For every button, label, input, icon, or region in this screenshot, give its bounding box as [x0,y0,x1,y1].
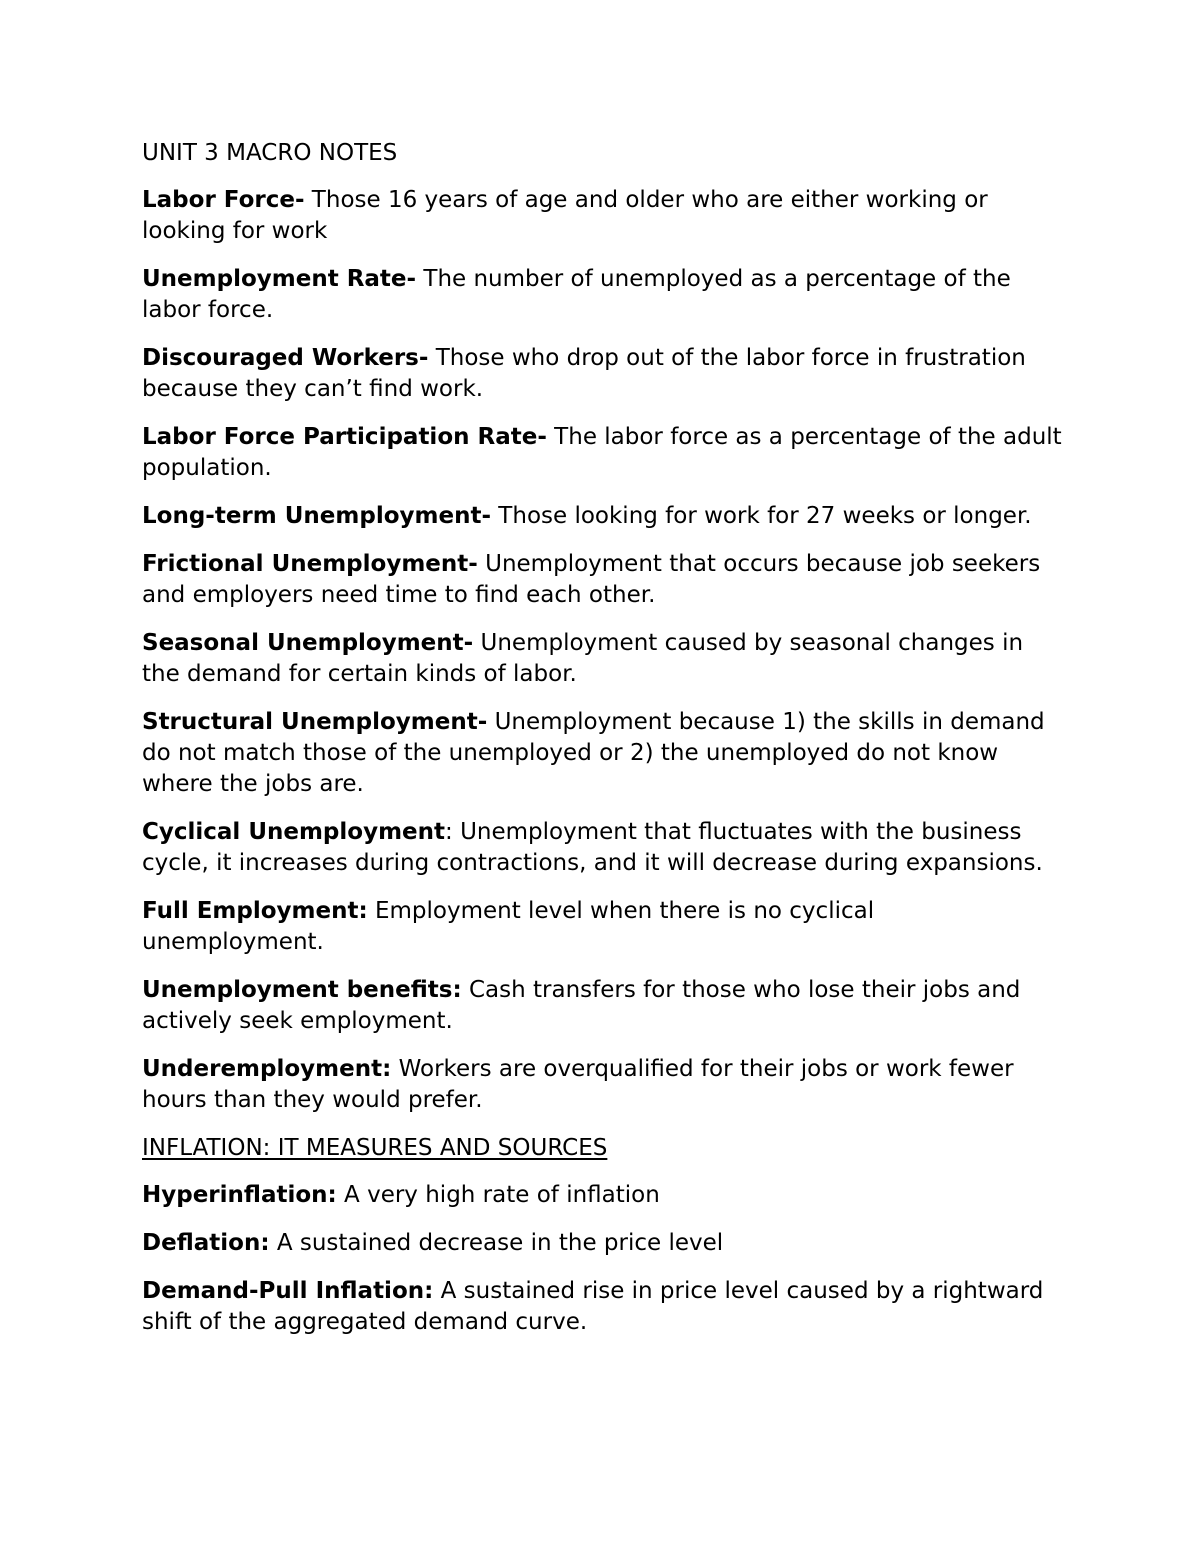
definition-term: Frictional Unemployment- [142,551,478,577]
definition-term: Unemployment Rate- [142,266,417,292]
definition-text: The labor force as a percentage of the adult population. [142,424,1062,481]
definition-demand-pull-inflation [142,1276,1062,1338]
definition-hyperinflation [142,1180,1062,1211]
definition-term: Hyperinflation: [142,1182,337,1208]
definition-unemployment-rate [142,264,1062,326]
section-heading-inflation: INFLATION: IT MEASURES AND SOURCES [142,1135,608,1161]
definition-term: Underemployment: [142,1056,392,1082]
definition-term: Deflation: [142,1230,270,1256]
definition-term: Discouraged Workers- [142,345,429,371]
definition-text: Those 16 years of age and older who are either working or looking for work [142,187,988,244]
definition-text: Unemployment caused by seasonal changes in the demand for certain kinds of labor. [142,630,1024,687]
definition-term: Full Employment: [142,898,368,924]
definition-cyclical-unemployment [142,817,1062,879]
definition-text: Those who drop out of the labor force in frustration because they can’t find work. [142,345,1026,402]
definition-text: A sustained decrease in the price level [269,1230,724,1256]
definition-term: Labor Force- [142,187,305,213]
definition-term: Seasonal Unemployment- [142,630,474,656]
definition-unemployment-benefits [142,975,1062,1037]
definition-text: A very high rate of inflation [336,1182,660,1208]
definition-term: Labor Force Participation Rate- [142,424,547,450]
definition-text: Unemployment that occurs because job seekers and employers need time to find each other. [142,551,1041,608]
definition-discouraged-workers [142,343,1062,405]
definition-seasonal-unemployment [142,628,1062,690]
definition-term: Demand-Pull Inflation: [142,1278,434,1304]
definition-term: Structural Unemployment- [142,709,488,735]
definition-text: : Unemployment that fluctuates with the business cycle, it increases during contractions, and it will decrease during expansions. [142,819,1043,876]
definition-full-employment [142,896,1062,958]
definition-frictional-unemployment [142,549,1062,611]
definition-text: The number of unemployed as a percentage of the labor force. [142,266,1011,323]
definition-labor-force [142,185,1062,247]
document-title: UNIT 3 MACRO NOTES [142,140,398,166]
definition-term: Cyclical Unemployment [142,819,446,845]
definition-term: Unemployment benefits: [142,977,462,1003]
definition-text: Unemployment because 1) the skills in demand do not match those of the unemployed or 2) the unemployed do not know where the jobs are. [142,709,1045,797]
definition-long-term-unemployment [142,501,1062,532]
definition-text: Workers are overqualified for their jobs or work fewer hours than they would prefer. [142,1056,1014,1113]
definition-term: Long-term Unemployment- [142,503,491,529]
definition-labor-force-participation-rate [142,422,1062,484]
document-body [142,138,1062,1355]
definition-text: Cash transfers for those who lose their jobs and actively seek employment. [142,977,1021,1034]
definition-structural-unemployment [142,707,1062,800]
definition-text: Employment level when there is no cyclical unemployment. [142,898,875,955]
definition-deflation [142,1228,1062,1259]
definition-underemployment [142,1054,1062,1116]
definition-text: A sustained rise in price level caused by a rightward shift of the aggregated demand curve. [142,1278,1044,1335]
definition-text: Those looking for work for 27 weeks or longer. [491,503,1032,529]
